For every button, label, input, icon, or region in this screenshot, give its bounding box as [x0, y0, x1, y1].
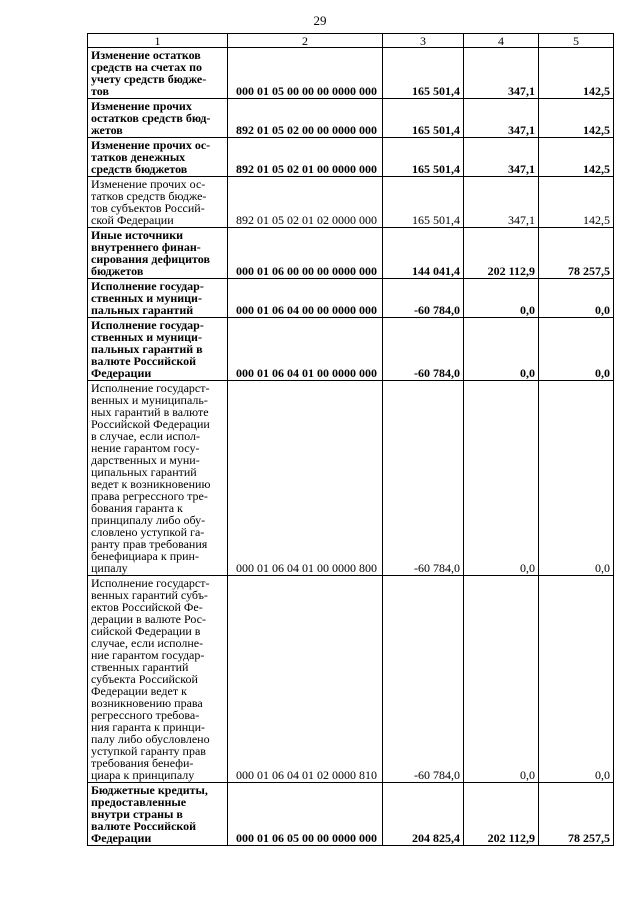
table-row	[88, 381, 614, 576]
row-name-cell: Изменение прочих остатков средств бюд- жетов	[88, 99, 228, 138]
amount-cell-col5: 78 257,5	[539, 783, 614, 846]
row-name-cell: Исполнение государ- ственных и муници- пальных гарантий	[88, 279, 228, 318]
amount-cell-col5: 0,0	[539, 318, 614, 381]
column-header-3: 3	[383, 34, 464, 48]
amount-cell-col4: 0,0	[464, 381, 539, 576]
amount-cell-col4: 202 112,9	[464, 783, 539, 846]
budget-code-cell: 000 01 06 04 01 00 0000 800	[228, 381, 383, 576]
row-name-cell: Исполнение государст- венных гарантий субъ- ектов Российской Фе- дерации в валюте Рос- сийской Федерации в случае, если исполне- ние гарантом государ- ственных гарантий субъекта Российской Федерации ведет к возникновению права регрессного требова- ния гаранта к принци- палу либо обусловлено уступкой гаранту прав требования бенефи- циара к принципалу	[88, 576, 228, 783]
row-name-cell: Изменение остатков средств на счетах по учету средств бюдже- тов	[88, 48, 228, 99]
table-row	[88, 576, 614, 783]
amount-cell-col5: 142,5	[539, 138, 614, 177]
table-row	[88, 138, 614, 177]
amount-cell-col5: 0,0	[539, 381, 614, 576]
page-number: 29	[313, 13, 327, 28]
amount-cell-col5: 142,5	[539, 48, 614, 99]
budget-code-cell: 000 01 06 04 01 00 0000 000	[228, 318, 383, 381]
amount-cell-col3: -60 784,0	[383, 576, 464, 783]
row-name-cell: Исполнение государст- венных и муниципаль- ных гарантий в валюте Российской Федерации в случае, если испол- нение гарантом госу- дарственных и муни- ципальных гарантий ведет к возникновению права регрессного тре- бования гаранта к принципалу либо обу- словлено уступкой га- ранту прав требования бенефициара к прин- ципалу	[88, 381, 228, 576]
amount-cell-col3: -60 784,0	[383, 318, 464, 381]
budget-code-cell: 892 01 05 02 01 02 0000 000	[228, 177, 383, 228]
budget-code-cell: 000 01 05 00 00 00 0000 000	[228, 48, 383, 99]
amount-cell-col3: 144 041,4	[383, 228, 464, 279]
budget-sources-table	[87, 33, 614, 846]
amount-cell-col5: 142,5	[539, 99, 614, 138]
row-name-cell: Бюджетные кредиты, предоставленные внутри страны в валюте Российской Федерации	[88, 783, 228, 846]
table-row	[88, 177, 614, 228]
budget-code-cell: 000 01 06 00 00 00 0000 000	[228, 228, 383, 279]
budget-code-cell: 892 01 05 02 00 00 0000 000	[228, 99, 383, 138]
column-header-5: 5	[539, 34, 614, 48]
amount-cell-col4: 347,1	[464, 99, 539, 138]
table-row	[88, 228, 614, 279]
amount-cell-col3: 165 501,4	[383, 99, 464, 138]
budget-code-cell: 892 01 05 02 01 00 0000 000	[228, 138, 383, 177]
row-name-cell: Иные источники внутреннего финан- сирования дефицитов бюджетов	[88, 228, 228, 279]
amount-cell-col4: 0,0	[464, 318, 539, 381]
amount-cell-col5: 0,0	[539, 279, 614, 318]
budget-code-cell: 000 01 06 04 00 00 0000 000	[228, 279, 383, 318]
table-row	[88, 279, 614, 318]
amount-cell-col4: 347,1	[464, 177, 539, 228]
row-name-cell: Исполнение государ- ственных и муници- пальных гарантий в валюте Российской Федерации	[88, 318, 228, 381]
amount-cell-col3: 165 501,4	[383, 177, 464, 228]
amount-cell-col5: 78 257,5	[539, 228, 614, 279]
row-name-cell: Изменение прочих ос- татков средств бюдже- тов субъектов Россий- ской Федерации	[88, 177, 228, 228]
amount-cell-col3: 165 501,4	[383, 138, 464, 177]
table-row	[88, 99, 614, 138]
table-row	[88, 318, 614, 381]
row-name-cell: Изменение прочих ос- татков денежных средств бюджетов	[88, 138, 228, 177]
table-body	[88, 48, 614, 846]
column-header-2: 2	[228, 34, 383, 48]
amount-cell-col4: 0,0	[464, 279, 539, 318]
budget-code-cell: 000 01 06 05 00 00 0000 000	[228, 783, 383, 846]
amount-cell-col5: 0,0	[539, 576, 614, 783]
amount-cell-col4: 347,1	[464, 138, 539, 177]
amount-cell-col3: -60 784,0	[383, 279, 464, 318]
column-header-4: 4	[464, 34, 539, 48]
column-header-1: 1	[88, 34, 228, 48]
amount-cell-col5: 142,5	[539, 177, 614, 228]
table-row	[88, 48, 614, 99]
amount-cell-col3: 204 825,4	[383, 783, 464, 846]
budget-code-cell: 000 01 06 04 01 02 0000 810	[228, 576, 383, 783]
table-header-row	[88, 34, 614, 48]
amount-cell-col4: 0,0	[464, 576, 539, 783]
amount-cell-col4: 347,1	[464, 48, 539, 99]
amount-cell-col3: -60 784,0	[383, 381, 464, 576]
amount-cell-col3: 165 501,4	[383, 48, 464, 99]
amount-cell-col4: 202 112,9	[464, 228, 539, 279]
table-row	[88, 783, 614, 846]
